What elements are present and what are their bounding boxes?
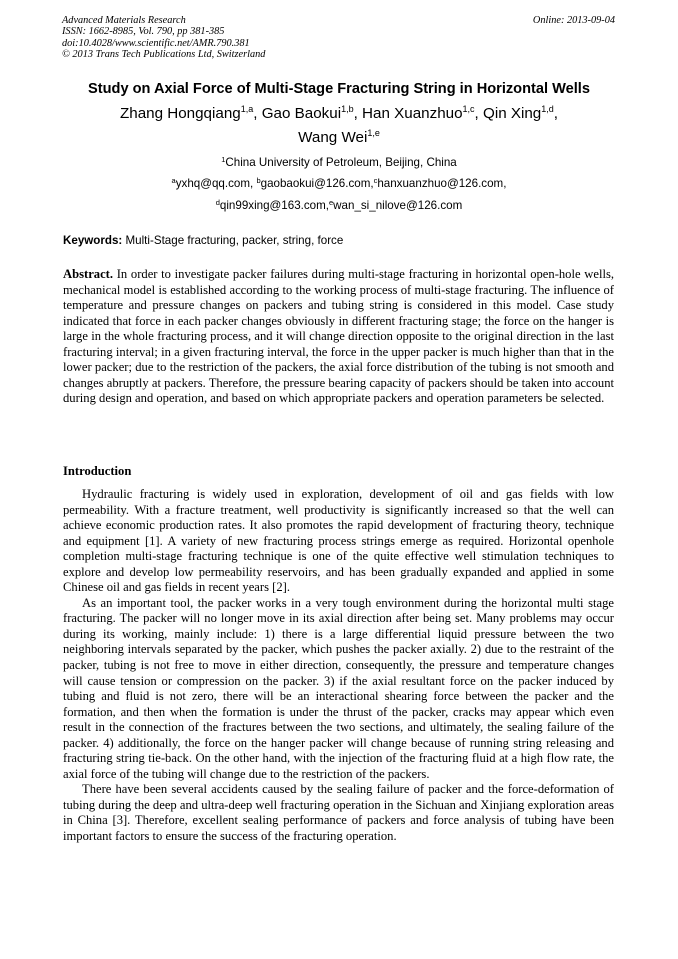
online-date-header bbox=[533, 15, 615, 26]
paragraph: Hydraulic fracturing is widely used in exploration, development of oil and gas fields with low permeability. With a fracture treatment, well productivity is significantly increased so that the well can achieve economic production rates. It also promotes the rapid development of fracturing theory, technique and equipment [1]. A variety of new fracturing process strings emerge as required. Horizontal openhole completion multi-stage fracturing technique is one of the quite effective well stimulation techniques to explore and develop low permeability reservoirs, and has been gradually expanded and applied in some Chinese oil and gas fields in recent years [2]. bbox=[63, 487, 614, 595]
keywords bbox=[63, 234, 343, 248]
author-superscript: 1,c bbox=[462, 104, 475, 114]
journal-header bbox=[62, 15, 265, 61]
keywords-label: Keywords: bbox=[63, 234, 123, 247]
author-name: Gao Baokui bbox=[261, 105, 342, 122]
email-address: hanxuanzhuo@126.com, bbox=[377, 177, 507, 190]
author-superscript: 1,a bbox=[240, 104, 254, 114]
author-name: Qin Xing bbox=[483, 105, 542, 122]
introduction-heading: Introduction bbox=[63, 464, 132, 478]
email-address: wan_si_nilove@126.com bbox=[333, 199, 463, 212]
author-separator: , bbox=[253, 105, 262, 122]
author-separator: , bbox=[474, 105, 483, 122]
paper-title: Study on Axial Force of Multi-Stage Fracturing String in Horizontal Wells bbox=[88, 81, 590, 97]
paragraph: There have been several accidents caused by the sealing failure of packer and the force-deformation of tubing during the deep and ultra-deep well fracturing operation in the Sichuan and Xinjiang exploration areas in China [3]. Therefore, excellent sealing performance of packers and force analysis of tubing have been important factors to ensure the success of the fracturing operation. bbox=[63, 782, 614, 844]
author-name: Zhang Hongqiang bbox=[119, 105, 241, 122]
email-line-2 bbox=[40, 199, 638, 213]
abstract bbox=[63, 267, 614, 407]
author-name: Wang Wei bbox=[298, 129, 368, 146]
author-list bbox=[40, 102, 638, 150]
email-superscript: d bbox=[215, 198, 220, 207]
abstract-text: In order to investigate packer failures during multi-stage fracturing in horizontal open-hole wells, mechanical model is established according to the working process of multi-stage fracturing. The influence of temperature and pressure changes on packers and tubing string is considered in this model. Case study indicated that force in each packer changes obviously in different fracturing stage; the force on the hanger is large in the whole fracturing process, and it will change direction opposite to the original direction in the last fracturing interval; in a given fracturing interval, the force in the upper packer is much higher than that in the lower packer; due to the restriction of the packers, the axial force distribution of the tubing is not smooth and changes abruptly at packers. Therefore, the pressure bearing capacity of packers should be taken into account during design and operation, and based on which appropriate packers and operation parameters be selected. bbox=[63, 267, 614, 406]
author-separator: , bbox=[353, 105, 363, 122]
affiliation bbox=[40, 156, 638, 170]
issn-line: ISSN: 1662-8985, Vol. 790, pp 381-385 bbox=[62, 26, 225, 38]
keywords-text: Multi-Stage fracturing, packer, string, force bbox=[122, 234, 344, 247]
affiliation-superscript: 1 bbox=[221, 155, 226, 164]
author-superscript: 1,e bbox=[367, 128, 380, 138]
online-date: Online: 2013-09-04 bbox=[532, 15, 615, 26]
author-name: Han Xuanzhuo bbox=[362, 105, 463, 122]
introduction-body bbox=[63, 487, 614, 845]
journal-name: Advanced Materials Research bbox=[62, 15, 186, 26]
doi-line: doi:10.4028/www.scientific.net/AMR.790.381 bbox=[62, 37, 250, 49]
author-superscript: 1,b bbox=[341, 104, 354, 114]
email-superscript: c bbox=[373, 176, 378, 185]
email-line-1 bbox=[40, 177, 638, 191]
author-superscript: 1,d bbox=[541, 104, 554, 114]
copyright-line: © 2013 Trans Tech Publications Ltd, Switzerland bbox=[62, 49, 266, 61]
email-superscript: b bbox=[256, 176, 261, 185]
author-separator: , bbox=[553, 105, 559, 122]
paragraph: As an important tool, the packer works in a very tough environment during the horizontal multi stage fracturing. The packer will no longer move in its axial direction after being set. Many problems may occur during its working, mainly include: 1) there is a large differential liquid pressure between the two neighboring intervals separated by the packer, which pushes the packer axially. 2) due to the restraint of the packer, tubing is not free to move in either direction, consequently, the pressure and temperature changes will cause tension or compression on the packer. 3) if the axial resultant force on the packer induced by tubing and fluid is not zero, there will be an interactional shearing force between the packer and the formation, and then when the formation is under the thrust of the packer, cracks may appear which even result in the connection of the fractures between the two sections, and ultimately, the sealing failure of the packer. 4) additionally, the force on the hanger packer will change because of running string releasing and fracturing string tie-back. On the other hand, with the injection of the fracturing fluid at a high flow rate, the axial force of the tubing will change due to the restriction of the packers. bbox=[63, 595, 614, 781]
email-superscript: e bbox=[329, 198, 334, 207]
abstract-label: Abstract. bbox=[63, 267, 114, 281]
author-line-1 bbox=[40, 102, 638, 126]
affiliation-text: China University of Petroleum, Beijing, China bbox=[225, 156, 457, 169]
author-line-2 bbox=[40, 126, 638, 150]
email-address: yxhq@qq.com, bbox=[175, 177, 257, 190]
email-superscript: a bbox=[171, 176, 176, 185]
email-address: qin99xing@163.com, bbox=[219, 199, 329, 212]
email-address: gaobaokui@126.com, bbox=[260, 177, 374, 190]
